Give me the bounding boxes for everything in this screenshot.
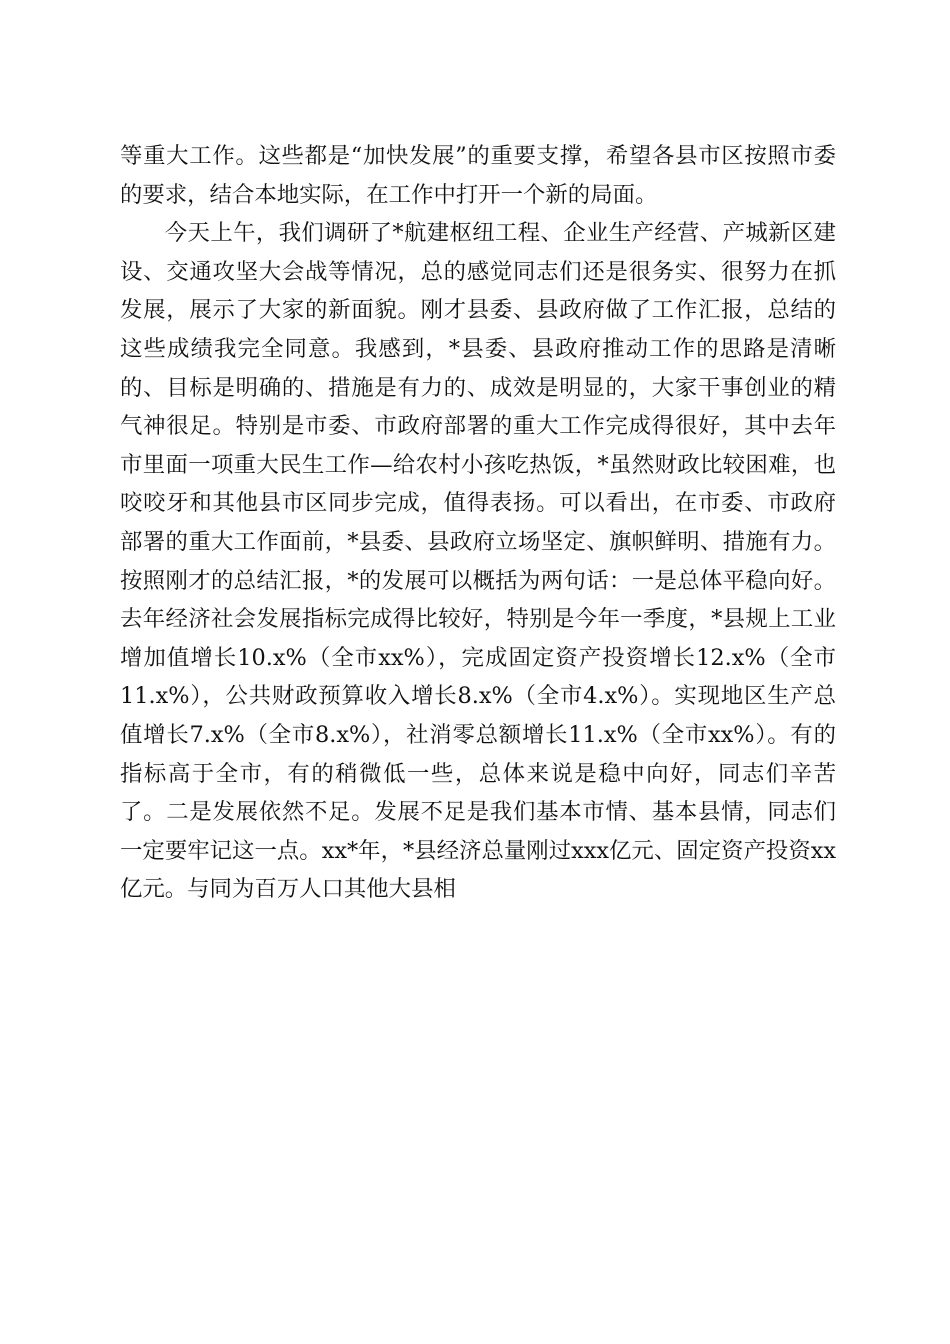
body-text: [120, 137, 836, 909]
paragraph-1: 等重大工作。这些都是“加快发展”的重要支撑，希望各县市区按照市委的要求，结合本地实际，在工作中打开一个新的局面。: [120, 143, 836, 208]
paragraph-2: 今天上午，我们调研了*航建枢纽工程、企业生产经营、产城新区建设、交通攻坚大会战等情况，总的感觉同志们还是很务实、很努力在抓发展，展示了大家的新面貌。刚才县委、县政府做了工作汇报，总结的这些成绩我完全同意。我感到，*县委、县政府推动工作的思路是清晰的、目标是明确的、措施是有力的、成效是明显的，大家干事创业的精气神很足。特别是市委、市政府部署的重大工作完成得很好，其中去年市里面一项重大民生工作—给农村小孩吃热饭，*虽然财政比较困难，也咬咬牙和其他县市区同步完成，值得表扬。可以看出，在市委、市政府部署的重大工作面前，*县委、县政府立场坚定、旗帜鲜明、措施有力。按照刚才的总结汇报，*的发展可以概括为两句话：一是总体平稳向好。去年经济社会发展指标完成得比较好，特别是今年一季度，*县规上工业增加值增长10.x%（全市xx%），完成固定资产投资增长12.x%（全市11.x%），公共财政预算收入增长8.x%（全市4.x%）。实现地区生产总值增长7.x%（全市8.x%），社消零总额增长11.x%（全市xx%）。有的指标高于全市，有的稍微低一些，总体来说是稳中向好，同志们辛苦了。二是发展依然不足。发展不足是我们基本市情、基本县情，同志们一定要牢记这一点。xx*年，*县经济总量刚过xxx亿元、固定资产投资xx亿元。与同为百万人口其他大县相: [120, 220, 836, 903]
